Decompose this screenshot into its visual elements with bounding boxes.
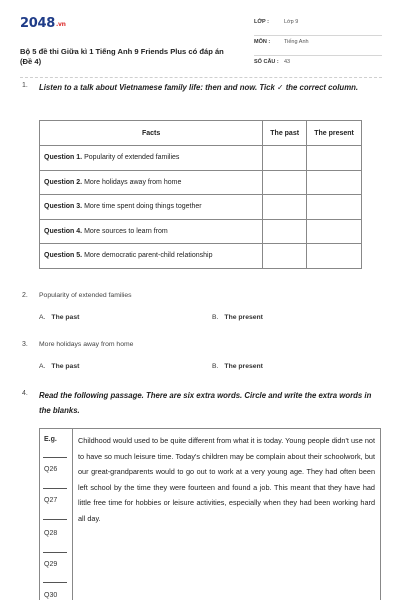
fact-text: More democratic parent-child relationship [84, 252, 213, 260]
option-text: The past [51, 314, 80, 321]
passage-box [39, 428, 381, 600]
blank-label: E.g. [44, 436, 57, 443]
answer-blank[interactable] [43, 519, 67, 520]
meta-row-class [254, 16, 382, 36]
blank-label: Q27 [44, 497, 58, 504]
column-header: Facts [40, 121, 263, 146]
question-instruction: Listen to a talk about Vietnamese family life: then and now. Tick ✓ the correct column. [39, 83, 359, 92]
question-label: Question 4. [44, 227, 83, 235]
option-text: The present [224, 363, 263, 370]
answer-blank[interactable] [43, 488, 67, 489]
meta-value: 43 [284, 59, 291, 65]
table-row [40, 244, 362, 269]
table-header-row [40, 121, 362, 146]
meta-row-count [254, 56, 382, 76]
logo-text: 2048 [20, 16, 55, 31]
option-letter: A. [39, 314, 46, 321]
column-header: The past [263, 121, 307, 146]
header-divider [20, 77, 382, 78]
document-title: Bộ 5 đề thi Giữa kì 1 Tiếng Anh 9 Friends Plus có đáp án (Đề 4) [20, 47, 224, 66]
question-label: Question 2. [44, 178, 83, 186]
meta-value: Tiếng Anh [284, 39, 309, 45]
column-header: The present [307, 121, 362, 146]
option-a[interactable] [39, 314, 79, 321]
question-label: Question 5. [44, 252, 83, 260]
meta-key: LỚP : [254, 19, 269, 25]
question-text: Popularity of extended families [39, 292, 132, 299]
tick-cell-present[interactable] [307, 219, 362, 244]
question-number: 4. [22, 390, 28, 397]
answer-blank[interactable] [43, 582, 67, 583]
logo-suffix: .vn [55, 21, 66, 28]
option-letter: A. [39, 363, 46, 370]
tick-cell-present[interactable] [307, 244, 362, 269]
question-number: 2. [22, 292, 28, 299]
fact-cell [40, 219, 263, 244]
answer-table [39, 120, 362, 269]
table-row [40, 195, 362, 220]
question-instruction: Read the following passage. There are six extra words. Circle and write the extra words in the blanks. [39, 391, 372, 415]
tick-cell-present[interactable] [307, 195, 362, 220]
tick-cell-past[interactable] [263, 170, 307, 195]
fact-text: Popularity of extended families [84, 154, 180, 162]
question-label: Question 3. [44, 203, 83, 211]
answer-blank[interactable] [43, 457, 67, 458]
tick-cell-present[interactable] [307, 146, 362, 171]
option-letter: B. [212, 314, 219, 321]
tick-cell-past[interactable] [263, 195, 307, 220]
blank-label: Q28 [44, 530, 58, 537]
option-b[interactable] [212, 363, 263, 370]
column-divider [72, 429, 73, 600]
question-label: Question 1. [44, 154, 83, 162]
fact-text: More holidays away from home [84, 178, 182, 186]
fact-cell [40, 195, 263, 220]
fact-cell [40, 146, 263, 171]
tick-cell-past[interactable] [263, 244, 307, 269]
meta-key: MÔN : [254, 39, 271, 45]
question-number: 1. [22, 82, 28, 89]
tick-cell-past[interactable] [263, 219, 307, 244]
meta-info [254, 16, 382, 76]
fact-cell [40, 244, 263, 269]
meta-row-subject [254, 36, 382, 56]
site-logo[interactable] [20, 16, 66, 31]
option-a[interactable] [39, 363, 79, 370]
table-row [40, 170, 362, 195]
fact-text: More time spent doing things together [84, 203, 202, 211]
fact-cell [40, 170, 263, 195]
blank-label: Q30 [44, 592, 58, 599]
option-letter: B. [212, 363, 219, 370]
reading-passage: Childhood would used to be quite different from what it is today. Young people didn't use not to have so much leisure time. Today's children may be complain about their schoolwork, but our great-grandparents would to go out to work at a very young age. They had often been left school by the time they were fourteen and found a job. This meant that they have had little free time for hobbies or leisure activities, especially when they had been working hard all day. [78, 436, 375, 523]
meta-value: Lớp 9 [284, 19, 299, 25]
question-number: 3. [22, 341, 28, 348]
question-text: More holidays away from home [39, 341, 134, 348]
answer-blank[interactable] [43, 552, 67, 553]
option-text: The past [51, 363, 80, 370]
fact-text: More sources to learn from [84, 227, 168, 235]
table-row [40, 146, 362, 171]
blank-label: Q26 [44, 466, 58, 473]
option-b[interactable] [212, 314, 263, 321]
meta-key: SỐ CÂU : [254, 59, 279, 65]
table-row [40, 219, 362, 244]
tick-cell-past[interactable] [263, 146, 307, 171]
blank-label: Q29 [44, 561, 58, 568]
option-text: The present [224, 314, 263, 321]
tick-cell-present[interactable] [307, 170, 362, 195]
